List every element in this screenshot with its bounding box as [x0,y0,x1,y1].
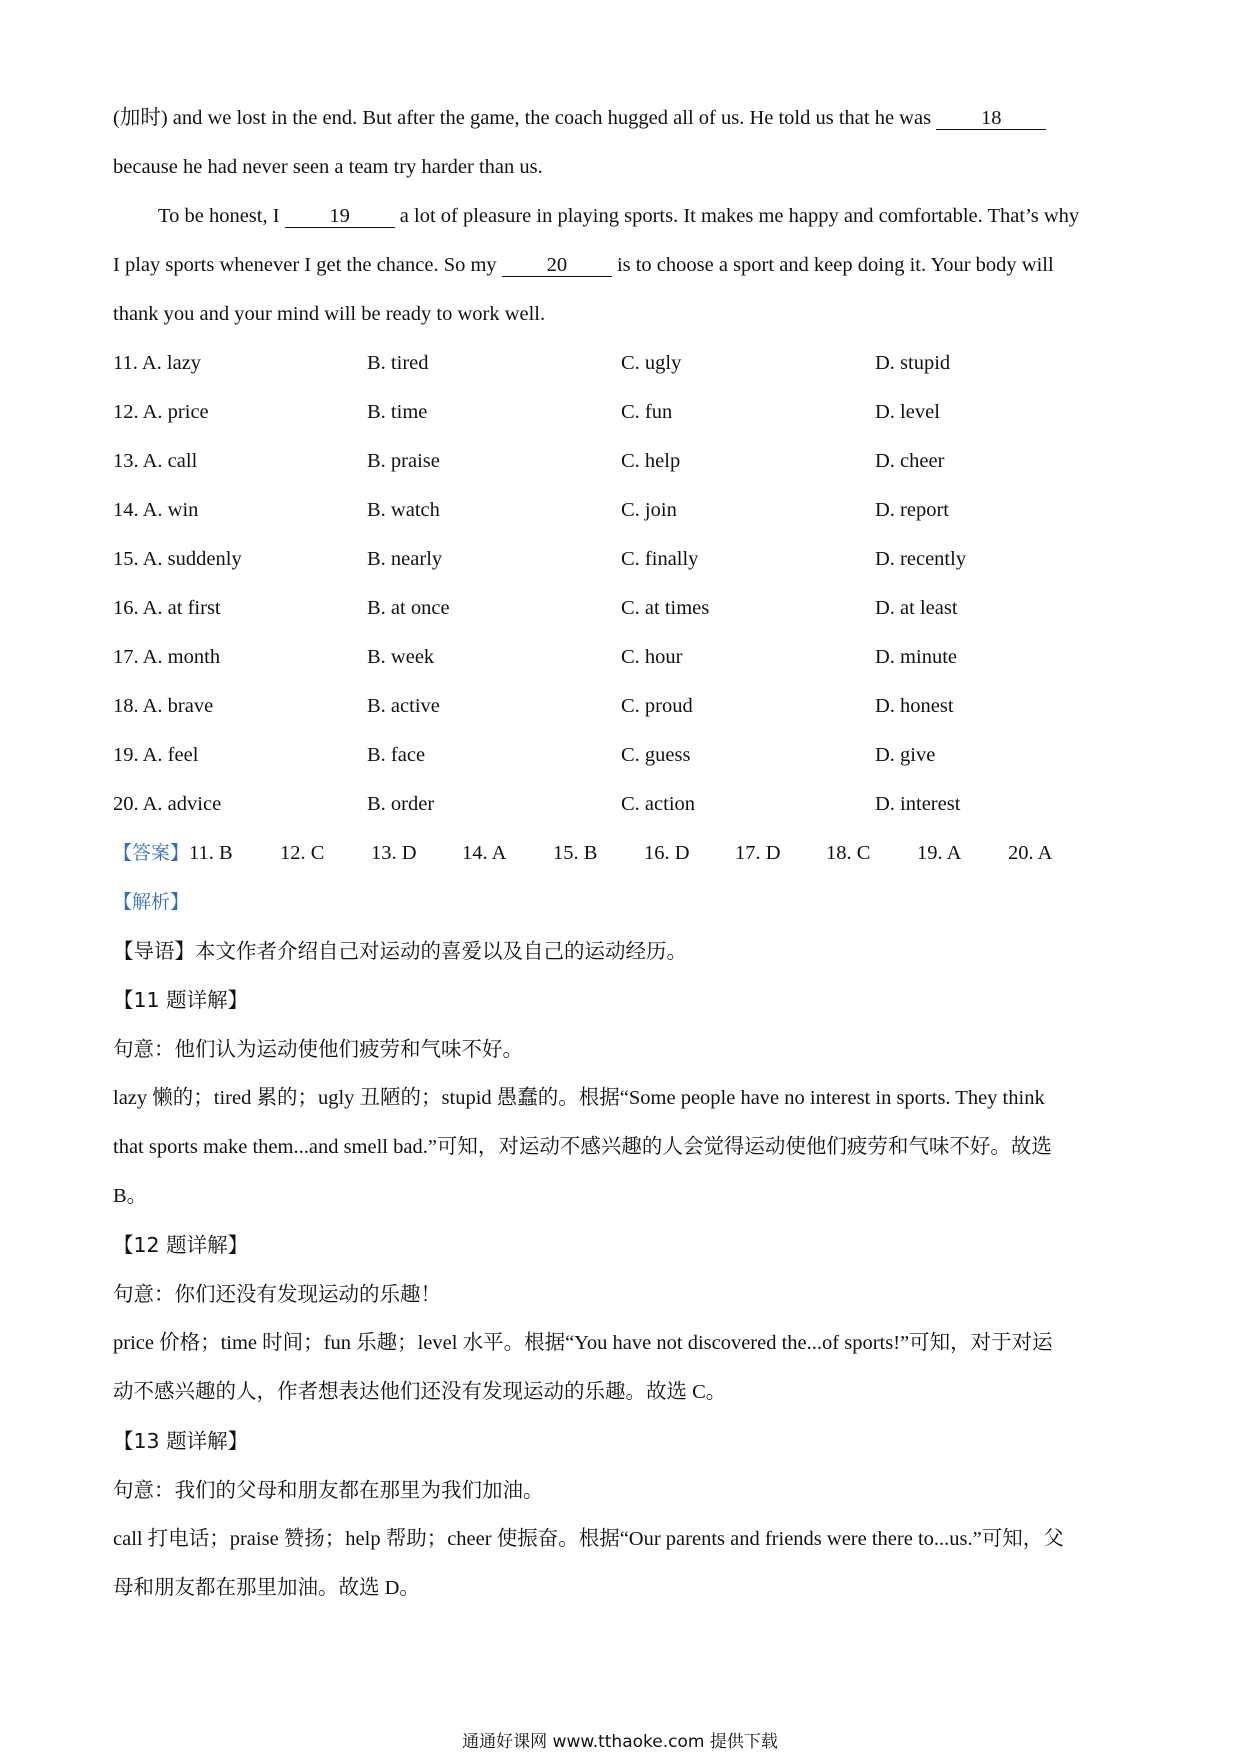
q13-explain-1: call 打电话；praise 赞扬；help 帮助；cheer 使振奋。根据“Our parents and friends were there to...us.”可知，父 [113,1528,1064,1550]
passage-line-4: I play sports whenever I get the chance. So my 20 is to choose a sport and keep doing it. Your body will [113,254,1054,276]
option-row-19: 19. A. feel B. face C. guess D. give [113,744,936,766]
blank-18: 18 [936,107,1046,130]
answer-item: 16. D [644,842,690,864]
option-row-18: 18. A. brave B. active C. proud D. honest [113,695,954,717]
option-row-12: 12. A. price B. time C. fun D. level [113,401,940,423]
answer-key [113,829,1130,878]
q12-title: 【12 题详解】 [113,1233,249,1257]
analysis-intro: 【导语】本文作者介绍自己对运动的喜爱以及自己的运动经历。 [113,939,687,963]
option-row-13: 13. A. call B. praise C. help D. cheer [113,450,945,472]
q13-meaning: 句意：我们的父母和朋友都在那里为我们加油。 [113,1478,544,1502]
blank-19: 19 [285,205,395,228]
passage-line-5: thank you and your mind will be ready to work well. [113,303,546,325]
analysis-label: 【解析】 [113,891,190,913]
q13-explain-2: 母和朋友都在那里加油。故选 D。 [113,1577,420,1599]
passage-line-3: To be honest, I 19 a lot of pleasure in playing sports. It makes me happy and comfortable. That’s why [158,205,1080,227]
q12-explain-1: price 价格；time 时间；fun 乐趣；level 水平。根据“You have not discovered the...of sports!”可知，对于对运 [113,1332,1053,1354]
q11-explain-1: lazy 懒的；tired 累的；ugly 丑陋的；stupid 愚蠢的。根据“Some people have no interest in sports. They think [113,1087,1045,1109]
answer-item: 13. D [371,842,417,864]
analysis-label-line [113,878,1130,927]
q11-title: 【11 题详解】 [113,988,249,1012]
answer-item: 12. C [280,842,325,864]
answer-item: 18. C [826,842,871,864]
answer-item: 11. B [189,842,233,864]
q12-explain-2: 动不感兴趣的人，作者想表达他们还没有发现运动的乐趣。故选 C。 [113,1381,727,1403]
option-row-17: 17. A. month B. week C. hour D. minute [113,646,957,668]
answer-item: 17. D [735,842,781,864]
answer-item: 14. A [462,842,507,864]
option-row-11: 11. A. lazy B. tired C. ugly D. stupid [113,352,951,374]
q11-explain-2: that sports make them...and smell bad.”可知，对运动不感兴趣的人会觉得运动使他们疲劳和气味不好。故选 [113,1136,1052,1158]
option-row-15: 15. A. suddenly B. nearly C. finally D. recently [113,548,967,570]
q11-explain-3: B。 [113,1185,148,1207]
option-row-14: 14. A. win B. watch C. join D. report [113,499,950,521]
q13-title: 【13 题详解】 [113,1429,249,1453]
answer-label: 【答案】 [113,842,190,864]
q12-meaning: 句意：你们还没有发现运动的乐趣！ [113,1282,441,1306]
page-footer: 通通好课网 www.tthaoke.com 提供下载 [462,1732,778,1752]
answer-item: 19. A [917,842,962,864]
option-row-16: 16. A. at first B. at once C. at times D. at least [113,597,958,619]
options-list [113,339,1130,829]
answer-item: 15. B [553,842,598,864]
answer-item: 20. A [1008,842,1053,864]
document-page [113,94,1130,1613]
blank-20: 20 [502,254,612,277]
passage-line-1: (加时) and we lost in the end. But after the game, the coach hugged all of us. He told us that he was 18 [113,94,1130,143]
passage-line-2: because he had never seen a team try harder than us. [113,156,543,178]
option-row-20: 20. A. advice B. order C. action D. interest [113,793,961,815]
q11-meaning: 句意：他们认为运动使他们疲劳和气味不好。 [113,1037,523,1061]
